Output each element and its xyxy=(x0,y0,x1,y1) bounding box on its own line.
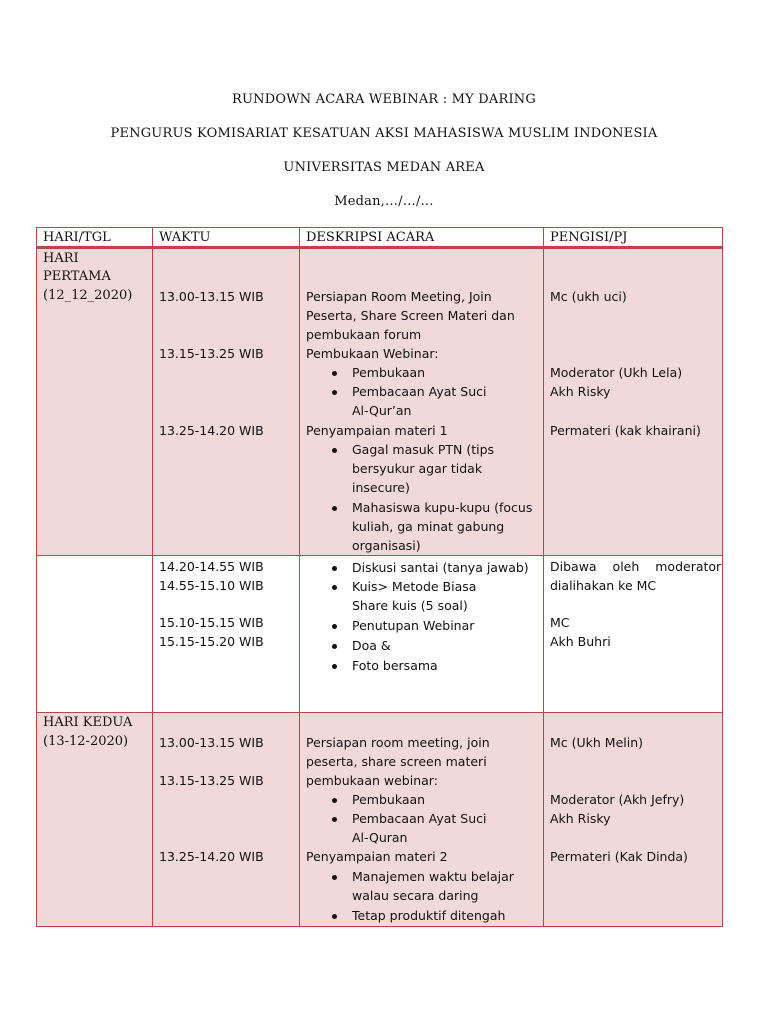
day1-desc-line: Persiapan Room Meeting, Join xyxy=(306,289,492,304)
day1-label-line: PERTAMA xyxy=(43,269,111,284)
day2-label: HARI KEDUA xyxy=(43,715,133,730)
day2-pic: Mc (Ukh Melin) xyxy=(550,735,644,750)
bullet-icon xyxy=(332,506,337,511)
day1-desc-item: Al-Qur’an xyxy=(352,403,412,418)
day1-cont-pic-justified xyxy=(550,557,722,576)
day2-desc-item: Manajemen waktu belajar xyxy=(352,869,514,884)
day1-cont-item: Foto bersama xyxy=(352,658,438,673)
organization-name: PENGURUS KOMISARIAT KESATUAN AKSI MAHASISWA MUSLIM INDONESIA xyxy=(110,126,658,141)
day1-cont-item: Doa & xyxy=(352,638,391,653)
day1-cont-time: 15.10-15.15 WIB xyxy=(159,615,264,630)
bullet-icon xyxy=(332,875,337,880)
bullet-icon xyxy=(332,448,337,453)
day1-desc-line: pembukaan forum xyxy=(306,327,422,342)
bullet-icon xyxy=(332,390,337,395)
day2-time: 13.00-13.15 WIB xyxy=(159,735,264,750)
day2-pic: Moderator (Akh Jefry) xyxy=(550,792,685,807)
day2-time: 13.15-13.25 WIB xyxy=(159,773,264,788)
day2-desc-item: Pembacaan Ayat Suci xyxy=(352,811,487,826)
bullet-icon xyxy=(332,644,337,649)
day1-cont-pic-text: Dibawa oleh moderator xyxy=(550,559,722,574)
day1-cont-item: Share kuis (5 soal) xyxy=(352,598,468,613)
day1-cont-time: 14.55-15.10 WIB xyxy=(159,578,264,593)
day1-desc-item: Mahasiswa kupu-kupu (focus xyxy=(352,500,533,515)
day1-date: (12_12_2020) xyxy=(43,288,133,303)
day1-time: 13.00-13.15 WIB xyxy=(159,289,264,304)
day2-date: (13-12-2020) xyxy=(43,734,129,749)
day1-cont-item: Penutupan Webinar xyxy=(352,618,475,633)
day1-desc-item: Pembukaan xyxy=(352,365,426,380)
document-title: RUNDOWN ACARA WEBINAR : MY DARING xyxy=(232,92,536,107)
day1-cont-item: Kuis> Metode Biasa xyxy=(352,579,477,594)
day1-desc-item: kuliah, ga minat gabung xyxy=(352,519,505,534)
day1-cont-pic: Akh Buhri xyxy=(550,634,611,649)
bullet-icon xyxy=(332,914,337,919)
day1-desc-title: Penyampaian materi 1 xyxy=(306,423,448,438)
day1-desc-item: insecure) xyxy=(352,480,410,495)
day1-pic: Mc (ukh uci) xyxy=(550,289,627,304)
day1-desc-item: organisasi) xyxy=(352,538,421,553)
day2-desc-line: pembukaan webinar: xyxy=(306,773,438,788)
day1-desc-item: Gagal masuk PTN (tips xyxy=(352,442,495,457)
day2-desc-line: peserta, share screen materi xyxy=(306,754,487,769)
day2-pic: Akh Risky xyxy=(550,811,611,826)
day1-label-line: HARI xyxy=(43,251,79,266)
day1-desc-item: Pembacaan Ayat Suci xyxy=(352,384,487,399)
university-name: UNIVERSITAS MEDAN AREA xyxy=(283,160,485,175)
day1-desc-item: bersyukur agar tidak xyxy=(352,461,483,476)
column-header-day: HARI/TGL xyxy=(43,230,111,245)
day1-cont-time: 14.20-14.55 WIB xyxy=(159,559,264,574)
day1-cont-item: Diskusi santai (tanya jawab) xyxy=(352,560,529,575)
column-header-description: DESKRIPSI ACARA xyxy=(306,230,435,245)
column-header-time: WAKTU xyxy=(159,230,211,245)
day1-cont-pic: MC xyxy=(550,615,570,630)
column-header-pic: PENGISI/PJ xyxy=(550,230,628,245)
bullet-icon xyxy=(332,371,337,376)
day1-desc-line: Peserta, Share Screen Materi dan xyxy=(306,308,515,323)
day2-time: 13.25-14.20 WIB xyxy=(159,849,264,864)
day1-time: 13.15-13.25 WIB xyxy=(159,346,264,361)
day2-pic: Permateri (Kak Dinda) xyxy=(550,849,688,864)
day2-desc-item: Pembukaan xyxy=(352,792,426,807)
day1-pic: Moderator (Ukh Lela) xyxy=(550,365,683,380)
place-date: Medan,…/…/… xyxy=(334,194,434,209)
day1-pic: Permateri (kak khairani) xyxy=(550,423,701,438)
bullet-icon xyxy=(332,817,337,822)
day2-desc-item: walau secara daring xyxy=(352,888,479,903)
day2-desc-line: Persiapan room meeting, join xyxy=(306,735,490,750)
bullet-icon xyxy=(332,566,337,571)
bullet-icon xyxy=(332,624,337,629)
day1-desc-title: Pembukaan Webinar: xyxy=(306,346,439,361)
day1-cont-time: 15.15-15.20 WIB xyxy=(159,634,264,649)
day2-desc-item: Al-Quran xyxy=(352,830,408,845)
bullet-icon xyxy=(332,664,337,669)
bullet-icon xyxy=(332,798,337,803)
day1-cont-pic: dialihakan ke MC xyxy=(550,578,657,593)
day2-desc-title: Penyampaian materi 2 xyxy=(306,849,448,864)
day2-desc-item: Tetap produktif ditengah xyxy=(352,908,506,923)
day1-time: 13.25-14.20 WIB xyxy=(159,423,264,438)
day1-pic: Akh Risky xyxy=(550,384,611,399)
bullet-icon xyxy=(332,585,337,590)
